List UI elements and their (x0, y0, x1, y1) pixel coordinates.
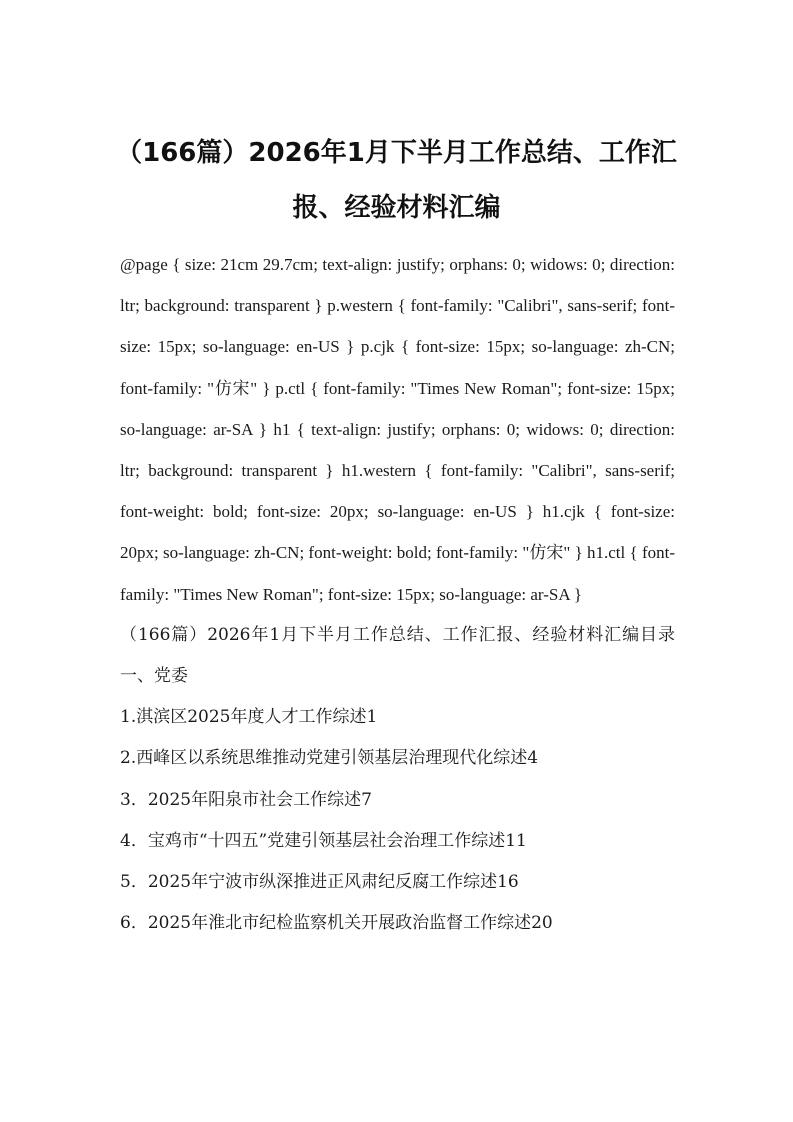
document-title: （166篇）2026年1月下半月工作总结、工作汇报、经验材料汇编 (116, 138, 677, 223)
toc-item: 6．2025年淮北市纪检监察机关开展政治监督工作综述20 (120, 913, 553, 934)
toc-item: 5．2025年宁波市纵深推进正风肃纪反腐工作综述16 (120, 872, 519, 893)
table-of-contents (120, 697, 675, 944)
document-body (120, 244, 675, 944)
toc-item: 4．宝鸡市“十四五”党建引领基层社会治理工作综述11 (120, 830, 527, 851)
toc-item: 2.西峰区以系统思维推动党建引领基层治理现代化综述4 (120, 748, 539, 769)
toc-item: 3．2025年阳泉市社会工作综述7 (120, 789, 372, 810)
toc-item: 1.淇滨区2025年度人才工作综述1 (120, 707, 378, 728)
intro-paragraph: （166篇）2026年1月下半月工作总结、工作汇报、经验材料汇编目录一、党委 (120, 624, 675, 687)
css-leak-paragraph: @page { size: 21cm 29.7cm; text-align: justify; orphans: 0; widows: 0; direction: ltr; background: transparent } p.western { font-family: "Calibri", sans-serif; font-size: 15px; so-language: en-US } p.cjk { font-size: 15px; so-language: zh-CN; font-family: "仿宋" } p.ctl { font-family: "Times New Roman"; font-size: 15px; so-language: ar-SA } h1 { text-align: justify; orphans: 0; widows: 0; direction: ltr; background: transparent } h1.western { font-family: "Calibri", sans-serif; font-weight: bold; font-size: 20px; so-language: en-US } h1.cjk { font-size: 20px; so-language: zh-CN; font-weight: bold; font-family: "仿宋" } h1.ctl { font-family: "Times New Roman"; font-size: 15px; so-language: ar-SA } (120, 255, 675, 604)
